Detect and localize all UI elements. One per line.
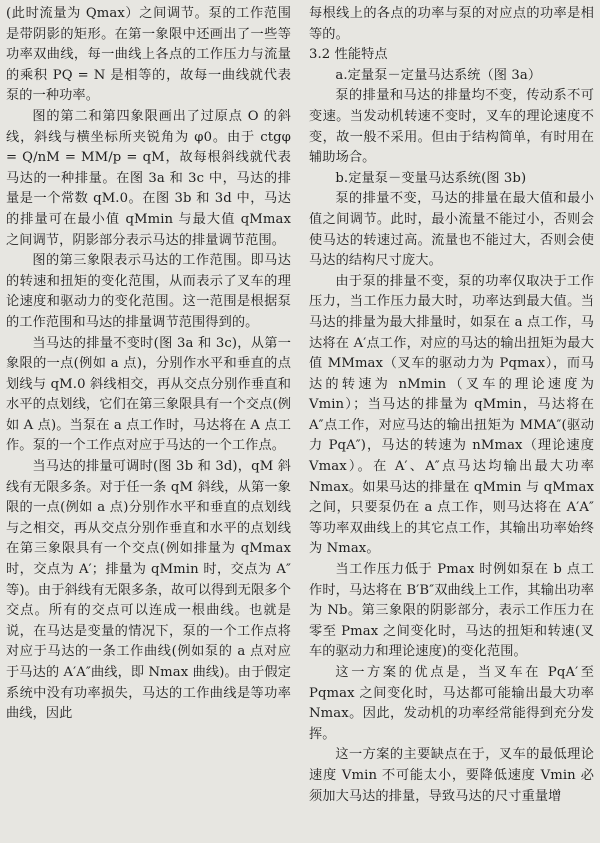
paragraph-continued: (此时流量为 Qmax）之间调节。泵的工作范围是带阴影的矩形。在第一象限中还画出了一些等功率双曲线，每一曲线上各点的工作压力与流量的乘积 PQ = N 是相等的，故每一曲线就代表泵的一种功率。 <box>6 6 291 104</box>
paragraph: 泵的排量不变，马达的排量在最大值和最小值之间调节。此时，最小流量不能过小，否则会使马达的转速过高。流量也不能过大，否则会使马达的结构尺寸庞大。 <box>309 191 594 269</box>
paragraph-continued: 每根线上的各点的功率与泵的对应点的功率是相等的。 <box>309 6 594 42</box>
paragraph: 这一方案的优点是，当叉车在 PqA′至 Pqmax 之间变化时，马达都可能输出最大功率 Nmax。因此，发动机的功率经常能得到充分发挥。 <box>309 665 594 742</box>
paragraph: 由于泵的排量不变，泵的功率仅取决于工作压力，当工作压力最大时，功率达到最大值。当马达的排量为最大排量时，如泵在 a 点工作，马达将在 A′点工作，对应的马达的输出扭矩为最大值 MMmax（叉车的驱动力为 Pqmax），而马达的转速为 nMmin（叉车的理论速度为 Vmin）；当马达的排量为 qMmin，马达将在 A″点工作，对应马达的输出扭矩为 MMA″(驱动力 PqA″)，马达的转速为 nMmax（理论速度 Vmax）。在 A′、A″点马达均输出最大功率 Nmax。如果马达的排量在 qMmin 与 qMmax 之间，只要泵仍在 a 点工作，则马达将在 A′A″等功率双曲线上的其它点工作，其输出功率始终为 Nmax。 <box>309 273 594 557</box>
paragraph: 这一方案的主要缺点在于，叉车的最低理论速度 Vmin 不可能太小，要降低速度 Vmin 必须加大马达的排量，导致马达的尺寸重量增 <box>309 747 594 804</box>
paragraph: 泵的排量和马达的排量均不变，传动系不可变速。当发动机转速不变时，叉车的理论速度不变，故一般不采用。但由于结构简单，有时用在辅助场合。 <box>309 88 594 166</box>
paragraph: 当马达的排量可调时(图 3b 和 3d)，qM 斜线有无限多条。对于任一条 qM 斜线，从第一象限的一点(例如 a 点)分别作水平和垂直的点划线与之相交，再从交点分别作垂直和水平的点划线在第三象限具有一个交点(例如排量为 qMmax 时，交点为 A′；排量为 qMmin 时，交点为 A″等)。由于斜线有无限多条，故可以得到无限多个交点。所有的交点可以连成一根曲线。也就是说，在马达是变量的情况下，泵的一个工作点将对应于马达的一条工作曲线(例如泵的 a 点对应于马达的 A′A″曲线，即 Nmax 曲线)。由于假定系统中没有功率损失，马达的工作曲线是等功率曲线，因此 <box>6 459 291 722</box>
left-column <box>6 4 291 843</box>
paragraph: 当马达的排量不变时(图 3a 和 3c)，从第一象限的一点(例如 a 点)，分别作水平和垂直的点划线与 qM.0 斜线相交，再从交点分别作垂直和水平的点划线，它们在第三象限具有一个交点(例如 A 点)。当泵在 a 点工作时，马达将在 A 点工作。泵的一个工作点对应于马达的一个工作点。 <box>6 335 291 454</box>
paragraph: 图的第三象限表示马达的工作范围。即马达的转速和扭矩的变化范围，从而表示了叉车的理论速度和驱动力的变化范围。这一范围是根据泵的工作范围和马达的排量调节范围得到的。 <box>6 253 291 330</box>
paragraph: 图的第二和第四象限画出了过原点 O 的斜线，斜线与横坐标所夹锐角为 φ0。由于 ctgφ = Q/nM = MM/p = qM，故每根斜线就代表马达的一种排量。在图 3a 和 3c 中，马达的排量是一个常数 qM.0。在图 3b 和 3d 中，马达的排量可在最小值 qMmin 与最大值 qMmax 之间调节，阴影部分表示马达的排量调节范围。 <box>6 108 291 248</box>
paragraph: 当工作压力低于 Pmax 时例如泵在 b 点工作时，马达将在 B′B″双曲线上工作，其输出功率为 Nb。第三象限的阴影部分，表示工作压力在零至 Pmax 之间变化时，马达的扭矩和转速(叉车的驱动力和理论速度)的变化范围。 <box>309 562 594 660</box>
subsection-heading-a: a.定量泵－定量马达系统（图 3a） <box>335 67 542 83</box>
section-heading: 3.2 性能特点 <box>309 47 388 63</box>
subsection-heading-b: b.定量泵－变量马达系统(图 3b) <box>335 170 527 186</box>
right-column <box>309 4 594 843</box>
